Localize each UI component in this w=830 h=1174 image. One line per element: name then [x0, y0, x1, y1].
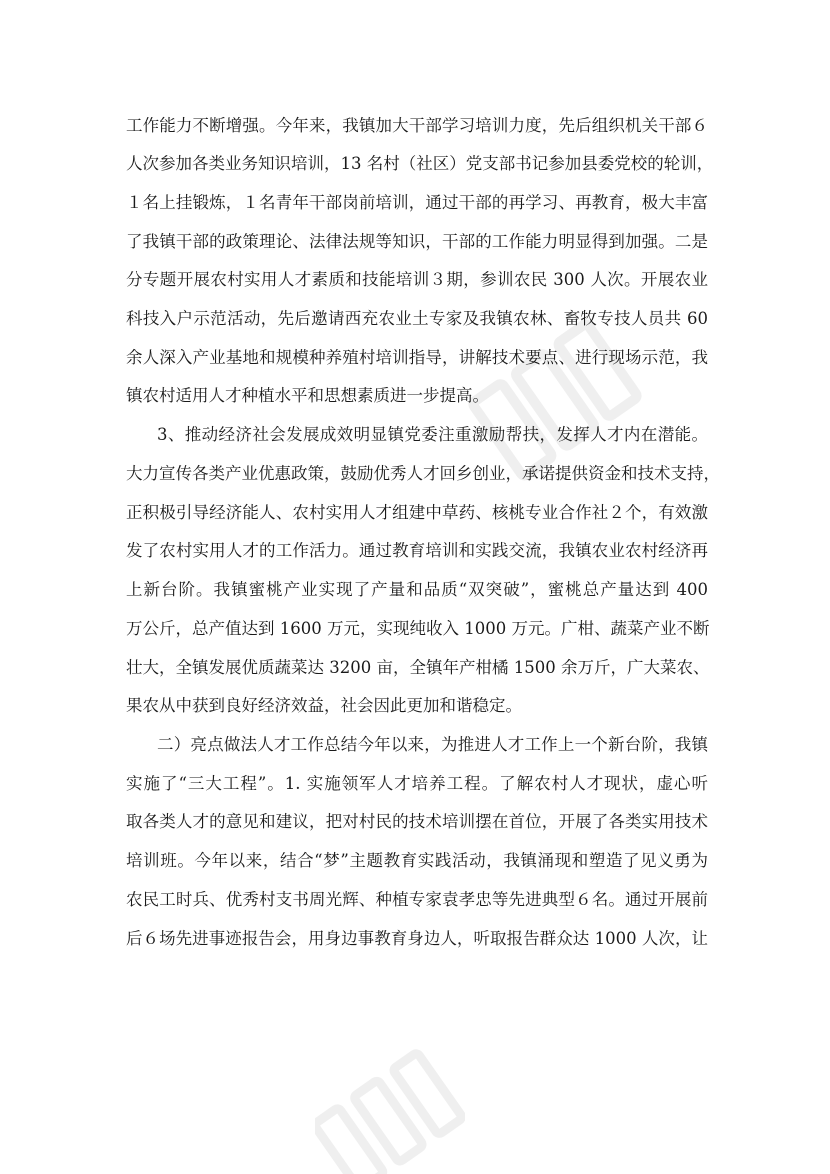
text-line: 科技入户示范活动，先后邀请西充农业土专家及我镇农林、畜牧专技人员共 60 [126, 309, 708, 328]
text-line: 壮大，全镇发展优质蔬菜达 3200 亩，全镇年产柑橘 1500 余万斤，广大菜农、 [126, 658, 710, 677]
text-line: 万公斤，总产值达到 1600 万元，实现纯收入 1000 万元。广柑、蔬菜产业不断 [126, 619, 710, 638]
text-line: 上新台阶。我镇蜜桃产业实现了产量和品质“双突破”，蜜桃总产量达到 400 [126, 580, 708, 599]
text-line: 发了农村实用人才的工作活力。通过教育培训和实践交流，我镇农业农村经济再 [126, 541, 708, 560]
watermark-stamp-icon [315, 1040, 465, 1174]
paragraph-heading: 3、推动经济社会发展成效明显镇党委注重激励帮扶，发挥人才内在潜能。 [157, 425, 708, 444]
text-line: 农民工时兵、优秀村支书周光辉、种植专家袁孝忠等先进典型６名。通过开展前 [126, 890, 708, 909]
text-line: 大力宣传各类产业优惠政策，鼓励优秀人才回乡创业，承诺提供资金和技术支持， [126, 464, 720, 483]
paragraph-heading: 二）亮点做法人才工作总结今年以来，为推进人才工作上一个新台阶，我镇 [157, 735, 708, 754]
text-line: １名上挂锻炼，１名青年干部岗前培训，通过干部的再学习、再教育，极大丰富 [126, 193, 708, 212]
text-line: 人次参加各类业务知识培训，13 名村（社区）党支部书记参加县委党校的轮训， [126, 154, 714, 173]
text-line: 镇农村适用人才种植水平和思想素质进一步提高。 [126, 386, 489, 405]
text-line: 了我镇干部的政策理论、法律法规等知识，干部的工作能力明显得到加强。二是 [126, 232, 708, 251]
text-line: 分专题开展农村实用人才素质和技能培训３期，参训农民 300 人次。开展农业 [126, 270, 708, 289]
text-line: 工作能力不断增强。今年来，我镇加大干部学习培训力度，先后组织机关干部６ [126, 116, 708, 135]
text-line: 余人深入产业基地和规模种养殖村培训指导，讲解技术要点、进行现场示范，我 [126, 348, 708, 367]
text-line: 果农从中获到良好经济效益，社会因此更加和谐稳定。 [126, 696, 522, 715]
text-line: 正积极引导经济能人、农村实用人才组建中草药、核桃专业合作社２个，有效激 [126, 503, 708, 522]
text-line: 取各类人才的意见和建议，把对村民的技术培训摆在首位，开展了各类实用技术 [126, 812, 708, 831]
text-line: 培训班。今年以来，结合“梦”主题教育实践活动，我镇涌现和塑造了见义勇为 [126, 851, 708, 870]
text-line: 后６场先进事迹报告会，用身边事教育身边人，听取报告群众达 1000 人次，让 [126, 929, 708, 948]
text-line: 实施了“三大工程”。1. 实施领军人才培养工程。了解农村人才现状，虚心听 [126, 774, 708, 793]
